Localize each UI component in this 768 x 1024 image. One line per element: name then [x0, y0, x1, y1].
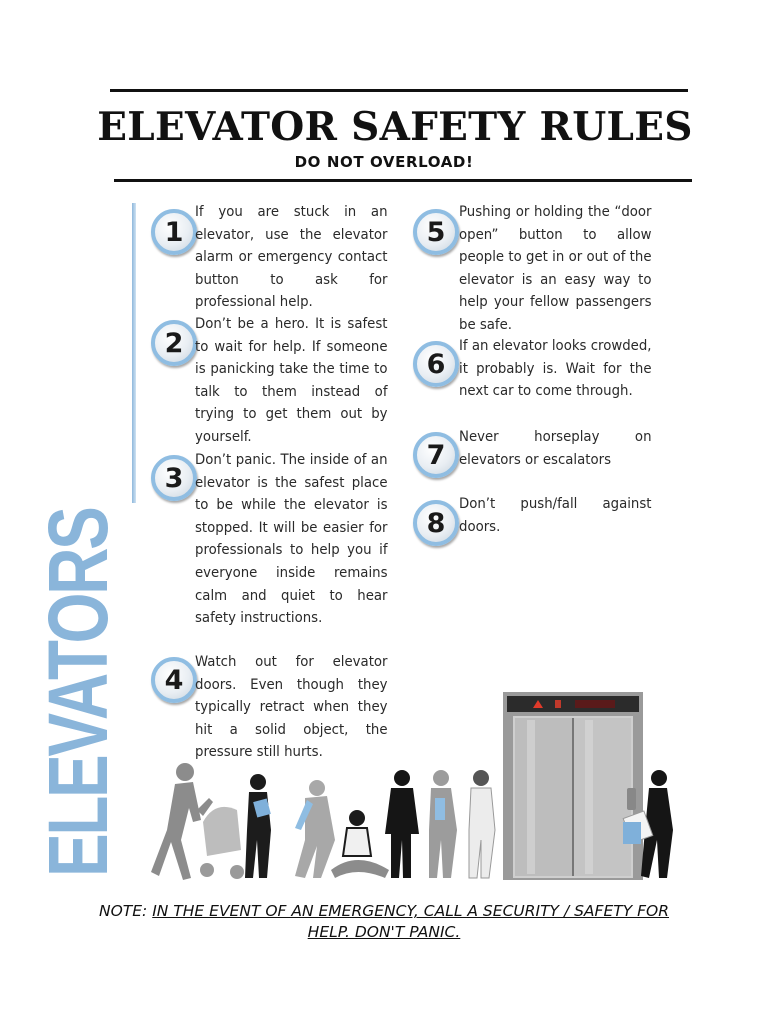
vertical-word-text: ELEVATORS	[31, 508, 125, 877]
person-with-stroller-icon	[151, 763, 244, 880]
number-badge: 1	[151, 209, 197, 255]
number-badge: 6	[413, 341, 459, 387]
side-accent-bar	[132, 203, 136, 503]
rule-text: If you are stuck in an elevator, use the elevator alarm or emergency contact button to ask for professional help.	[195, 204, 388, 311]
elevator-icon	[503, 692, 643, 880]
person-dark-icon	[245, 774, 271, 878]
page-subtitle: DO NOT OVERLOAD!	[294, 153, 474, 171]
person-sitting-icon	[331, 810, 389, 878]
number-badge: 3	[151, 455, 197, 501]
rule-text: Don’t panic. The inside of an elevator is the safest place to be while the elevator is stopped. It will be easier for professionals to help you if everyone inside remains calm and quiet to hear safety instructions.	[195, 452, 388, 627]
page-title: ELEVATOR SAFETY RULES	[97, 104, 693, 150]
number-badge: 7	[413, 432, 459, 478]
number-badge: 4	[151, 657, 197, 703]
number-badge: 8	[413, 500, 459, 546]
emergency-note	[36, 901, 732, 943]
rule-text: Don’t be a hero. It is safest to wait for help. If someone is panicking take the time to talk to them instead of trying to get them out by yourself.	[195, 316, 388, 445]
man-in-suit-icon	[385, 770, 419, 878]
vertical-word	[31, 507, 125, 877]
note-prefix: NOTE:	[99, 902, 153, 920]
rule-text: Don’t push/fall against doors.	[459, 496, 652, 535]
people-and-elevator-illustration	[145, 690, 685, 890]
number-badge: 5	[413, 209, 459, 255]
rule-text: Pushing or holding the “door open” button to allow people to get in or out of the elevator is an easy way to help your fellow passengers be safe.	[459, 204, 652, 333]
title-top-rule	[110, 89, 688, 92]
woman-in-white-icon	[469, 770, 495, 878]
note-line-1: IN THE EVENT OF AN EMERGENCY, CALL A SECURITY / SAFETY FOR	[152, 902, 669, 920]
title-bottom-rule	[114, 179, 692, 182]
person-with-scarf-icon	[295, 780, 335, 878]
note-line-2: HELP. DON'T PANIC.	[307, 923, 461, 941]
rule-text: If an elevator looks crowded, it probably is. Wait for the next car to come through.	[459, 338, 652, 400]
woman-with-bag-icon	[429, 770, 457, 878]
rule-text: Watch out for elevator doors. Even though they typically retract when they hit a solid object, the pressure still hurts.	[195, 654, 388, 761]
rule-text: Never horseplay on elevators or escalators	[459, 429, 652, 468]
number-badge: 2	[151, 320, 197, 366]
